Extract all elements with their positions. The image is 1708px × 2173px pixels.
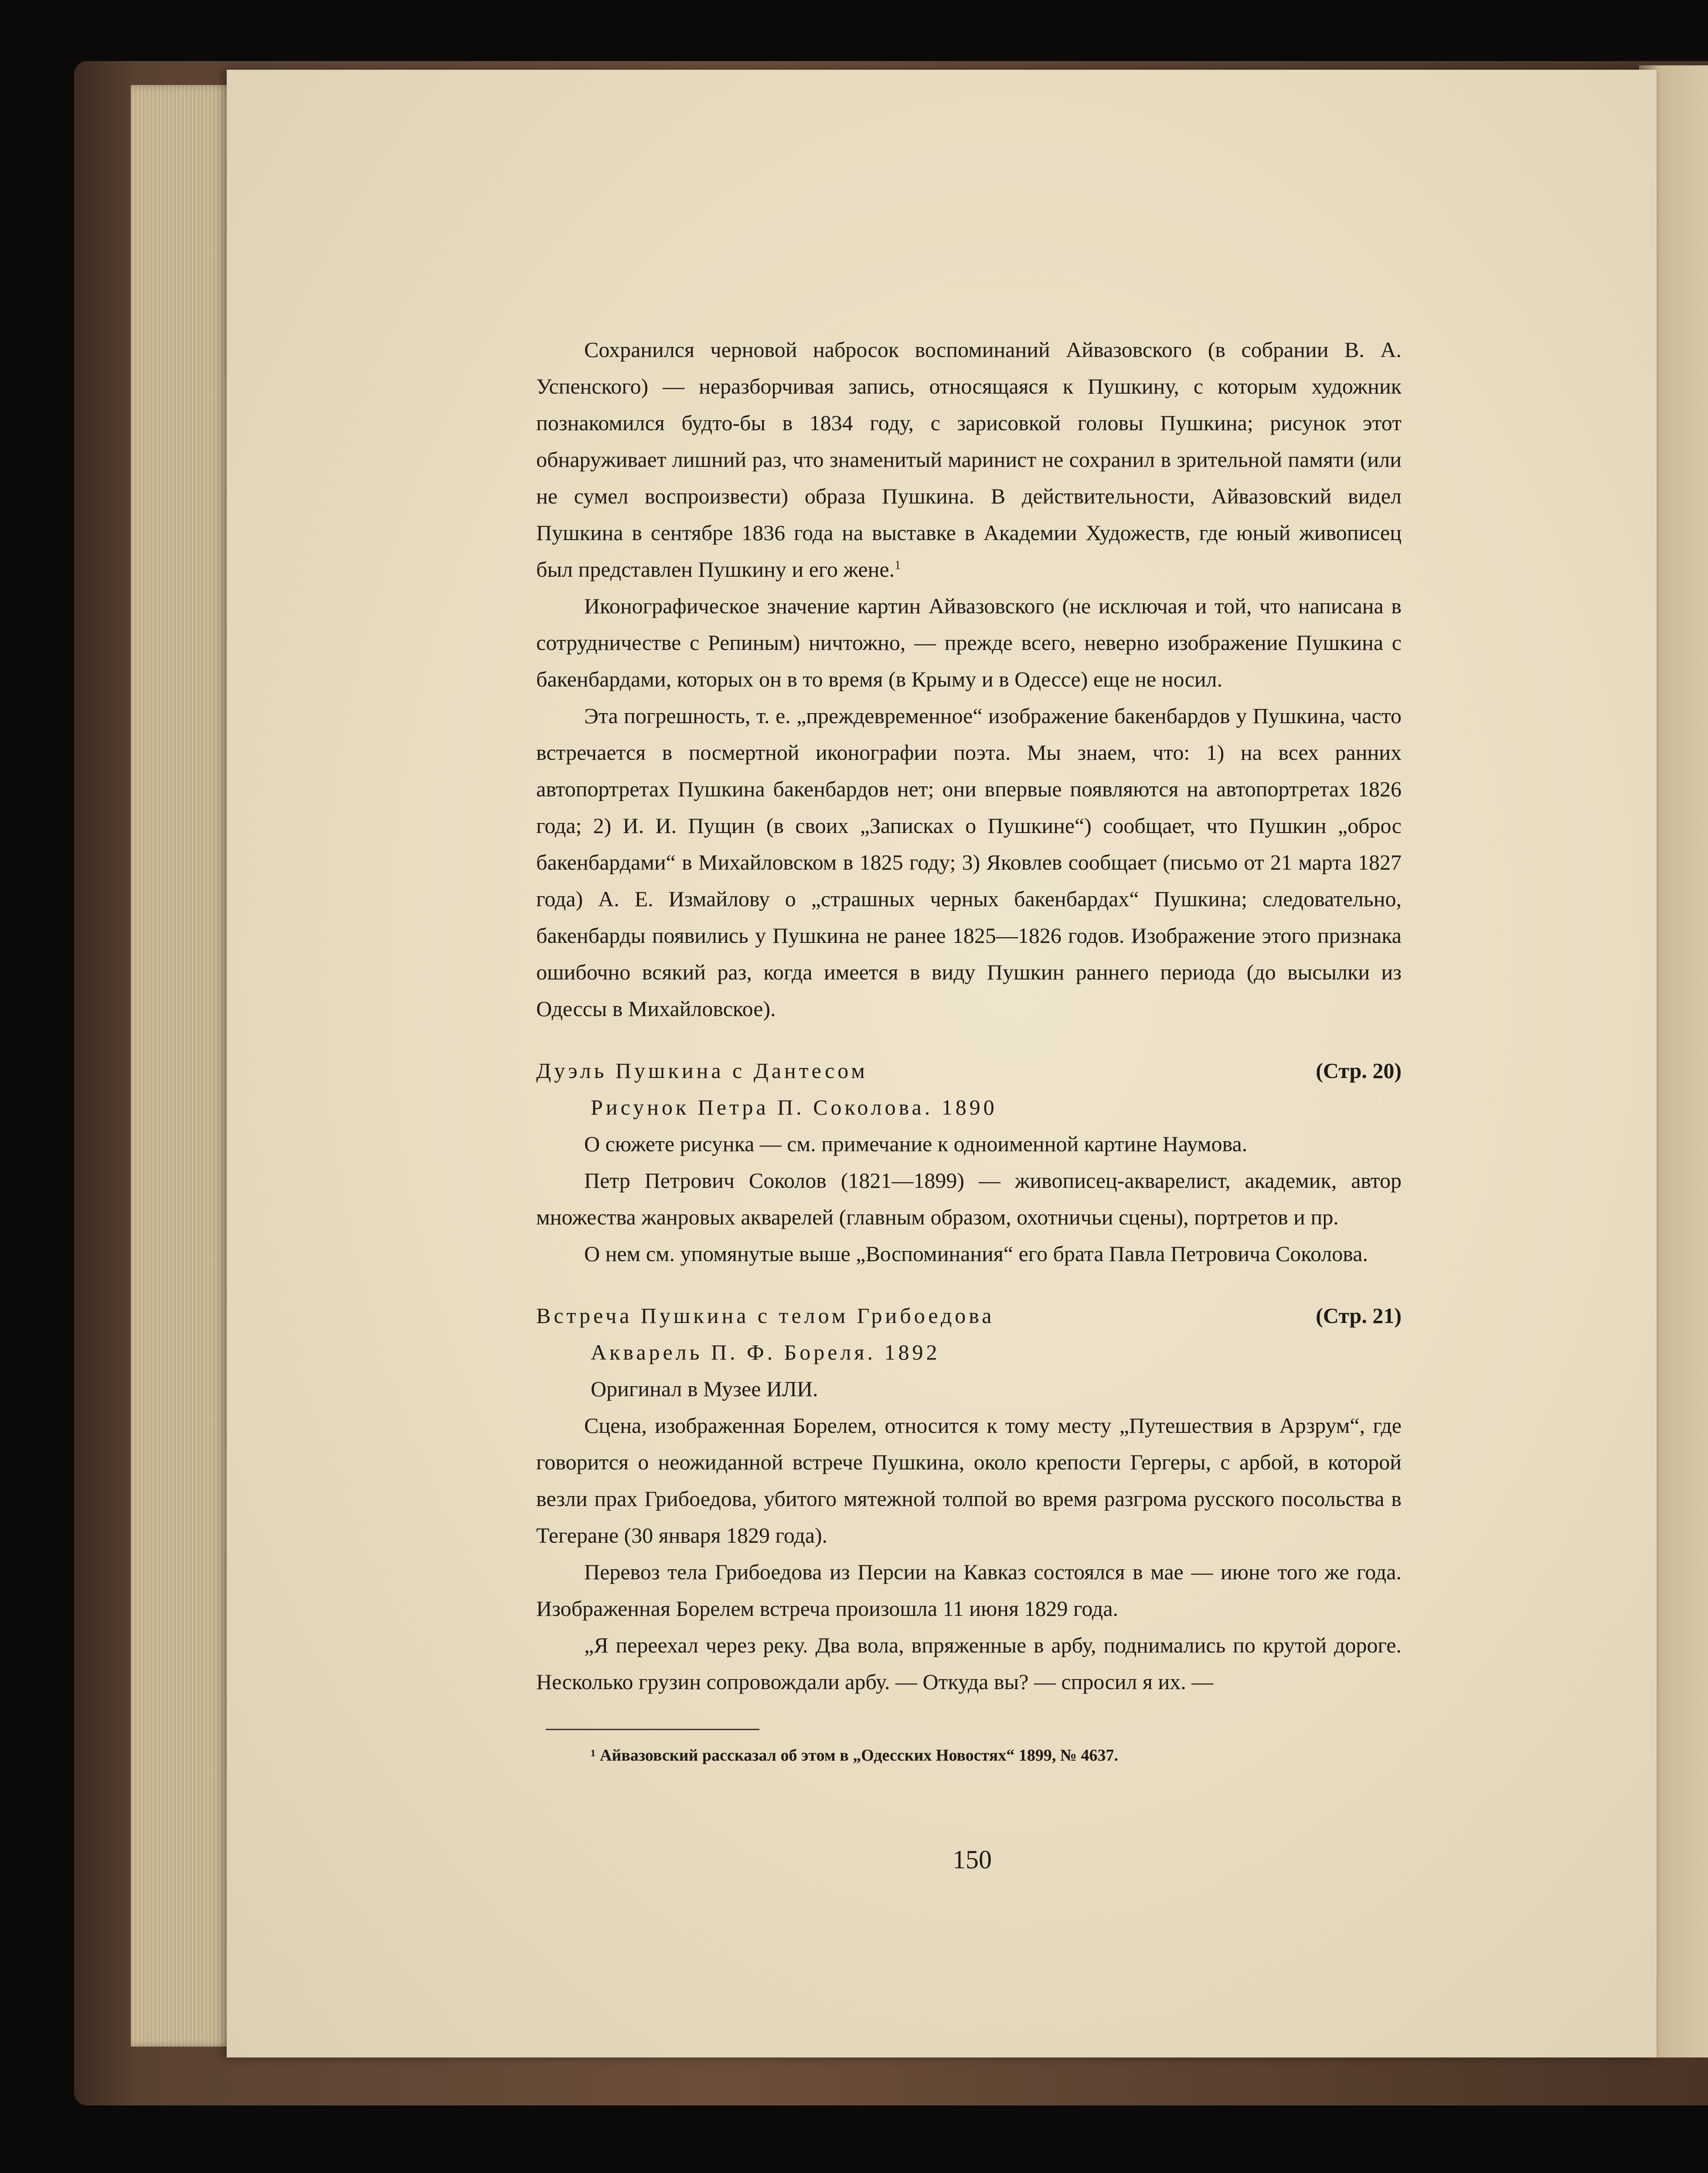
page-text (536, 331, 1402, 1768)
section-subtitle: Акварель П. Ф. Бореля. 1892 (591, 1340, 940, 1364)
page-reference: (Стр. 20) (1316, 1058, 1402, 1083)
paragraph: О сюжете рисунка — см. примечание к одноименной картине Наумова. (584, 1132, 1248, 1156)
paragraph: Сцена, изображенная Борелем, относится к тому месту „Путешествия в Арзрум“, где говорится о неожиданной встрече Пушкина, около крепости Гергеры, с арбой, в которой везли прах Грибоедова, убитого мятежной толпой во время разгрома русского посольства в Тегеране (30 января 1829 года). (536, 1413, 1402, 1547)
section-origin: Оригинал в Музее ИЛИ. (591, 1377, 818, 1401)
paragraph (536, 331, 1402, 588)
section-title: Встреча Пушкина с телом Грибоедова (536, 1303, 995, 1328)
paragraph: Эта погрешность, т. е. „преждевременное“ изображение бакенбардов у Пушкина, часто встречается в посмертной иконографии поэта. Мы знаем, что: 1) на всех ранних автопортретах Пушкина бакенбардов нет; они впервые появляются на автопортретах 1826 года; 2) И. И. Пущин (в своих „Записках о Пушкине“) сообщает, что Пушкин „оброс бакенбардами“ в Михайловском в 1825 году; 3) Яковлев сообщает (письмо от 21 марта 1827 года) А. Е. Измайлову о „страшных черных бакенбардах“ Пушкина; следовательно, бакенбарды появились у Пушкина не ранее 1825—1826 годов. Изображение этого признака ошибочно всякий раз, когда имеется в виду Пушкин раннего периода (до высылки из Одессы в Михайловское). (536, 704, 1402, 1021)
footnote-rule (546, 1729, 759, 1730)
section-heading (536, 1297, 1402, 1334)
paragraph: О нем см. упомянутые выше „Воспоминания“ его брата Павла Петровича Соколова. (584, 1241, 1368, 1266)
section-subtitle: Рисунок Петра П. Соколова. 1890 (591, 1095, 997, 1119)
footnote: ¹ Айвазовский рассказал об этом в „Одесских Новостях“ 1899, № 4637. (591, 1746, 1119, 1765)
paragraph: „Я переехал через реку. Два вола, впряженные в арбу, поднимались по крутой дороге. Несколько грузин сопровождали арбу. — Откуда вы? — спросил я их. — (536, 1633, 1402, 1694)
page-edges (131, 85, 235, 2047)
paragraph: Петр Петрович Соколов (1821—1899) — живописец-акварелист, академик, автор множества жанровых акварелей (главным образом, охотничьи сцены), портретов и пр. (536, 1168, 1402, 1229)
page-reference: (Стр. 21) (1316, 1303, 1402, 1328)
paragraph-text: Сохранился черновой набросок воспоминаний Айвазовского (в собрании В. А. Успенского) — неразборчивая запись, относящаяся к Пушкину, с которым художник познакомился будто-бы в 1834 году, с зарисовкой головы Пушкина; рисунок этот обнаруживает лишний раз, что знаменитый маринист не сохранил в зрительной памяти (или не сумел воспроизвести) образа Пушкина. В действительности, Айвазовский видел Пушкина в сентябре 1836 года на выставке в Академии Художеств, где юный живописец был представлен Пушкину и его жене. (536, 337, 1402, 582)
footnote-marker: 1 (895, 558, 901, 572)
paragraph: Перевоз тела Грибоедова из Персии на Кавказ состоялся в мае — июне того же года. Изображенная Борелем встреча произошла 11 июня 1829 года. (536, 1560, 1402, 1621)
page-number: 150 (953, 1845, 992, 1874)
section-heading (536, 1052, 1402, 1089)
paragraph: Иконографическое значение картин Айвазовского (не исключая и той, что написана в сотрудничестве с Репиным) ничтожно, — прежде всего, неверно изображение Пушкина с бакенбардами, которых он в то время (в Крыму и в Одессе) еще не носил. (536, 594, 1402, 691)
section-title: Дуэль Пушкина с Дантесом (536, 1058, 868, 1083)
